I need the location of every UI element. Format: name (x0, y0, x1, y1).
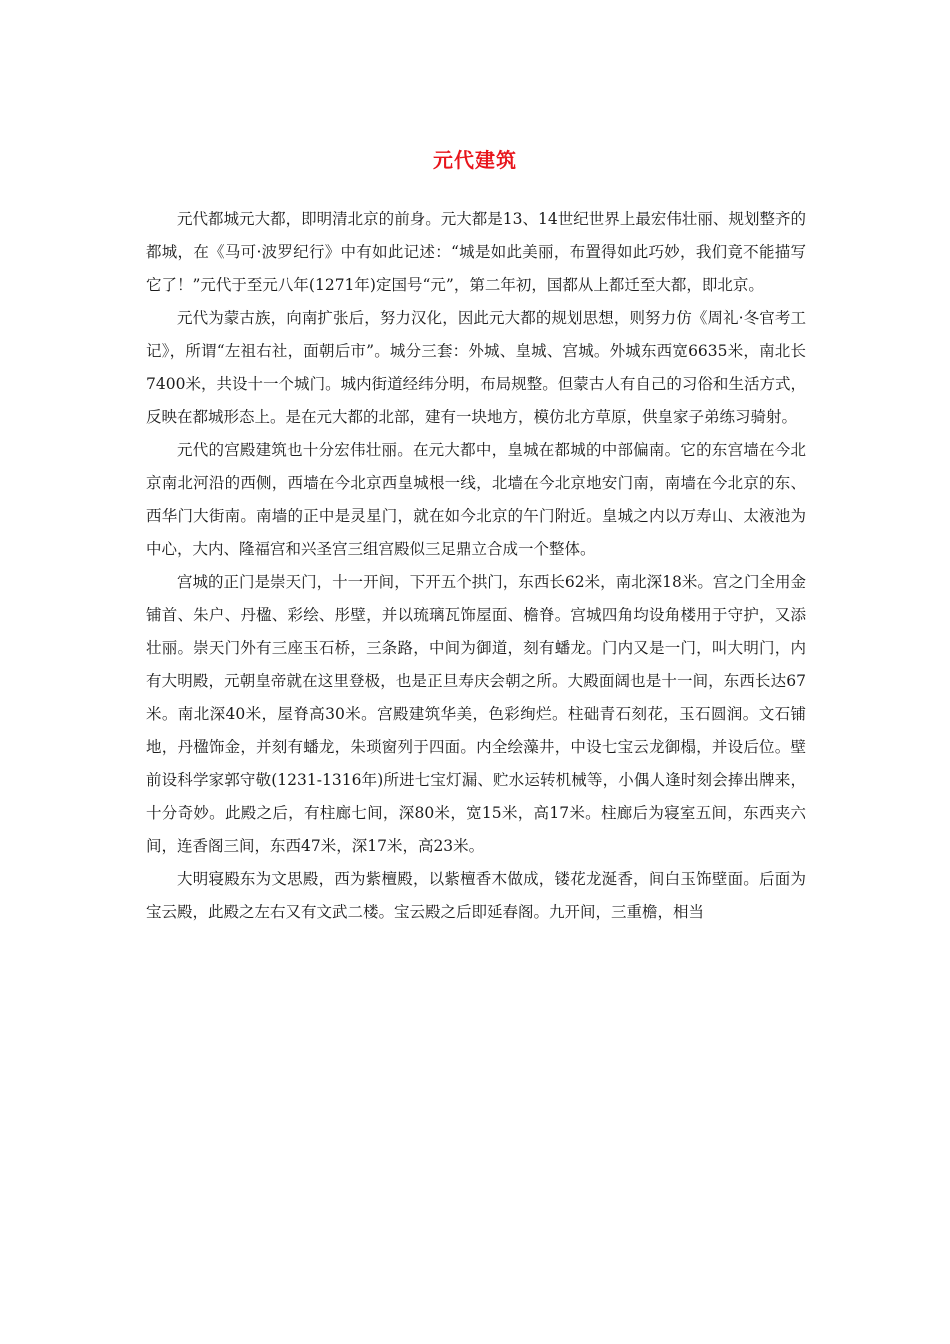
article-body (146, 203, 806, 929)
paragraph-3: 元代的宫殿建筑也十分宏伟壮丽。在元大都中，皇城在都城的中部偏南。它的东宫墙在今北京南北河沿的西侧，西墙在今北京西皇城根一线，北墙在今北京地安门南，南墙在今北京的东、西华门大街南。南墙的正中是灵星门，就在如今北京的午门附近。皇城之内以万寿山、太液池为中心，大内、隆福宫和兴圣宫三组宫殿似三足鼎立合成一个整体。 (146, 441, 806, 558)
paragraph-1: 元代都城元大都，即明清北京的前身。元大都是13、14世纪世界上最宏伟壮丽、规划整齐的都城，在《马可·波罗纪行》中有如此记述：“城是如此美丽，布置得如此巧妙，我们竟不能描写它了！”元代于至元八年(1271年)定国号“元”，第二年初，国都从上都迁至大都，即北京。 (146, 210, 806, 294)
paragraph-5: 大明寝殿东为文思殿，西为紫檀殿，以紫檀香木做成，镂花龙涎香，间白玉饰壁面。后面为宝云殿，此殿之左右又有文武二楼。宝云殿之后即延春阁。九开间，三重檐，相当 (146, 870, 806, 921)
paragraph-2: 元代为蒙古族，向南扩张后，努力汉化，因此元大都的规划思想，则努力仿《周礼·冬官考工记》，所谓“左祖右社，面朝后市”。城分三套：外城、皇城、宫城。外城东西宽6635米，南北长7400米，共设十一个城门。城内街道经纬分明，布局规整。但蒙古人有自己的习俗和生活方式，反映在都城形态上。是在元大都的北部，建有一块地方，模仿北方草原，供皇家子弟练习骑射。 (146, 309, 806, 426)
paragraph-4: 宫城的正门是崇天门，十一开间，下开五个拱门，东西长62米，南北深18米。宫之门全用金铺首、朱户、丹楹、彩绘、彤壁，并以琉璃瓦饰屋面、檐脊。宫城四角均设角楼用于守护，又添壮丽。崇天门外有三座玉石桥，三条路，中间为御道，刻有蟠龙。门内又是一门，叫大明门，内有大明殿，元朝皇帝就在这里登极，也是正旦寿庆会朝之所。大殿面阔也是十一间，东西长达67米。南北深40米，屋脊高30米。宫殿建筑华美，色彩绚烂。柱础青石刻花，玉石圆润。文石铺地，丹楹饰金，并刻有蟠龙，朱琐窗列于四面。内全绘藻井，中设七宝云龙御榻，并设后位。壁前设科学家郭守敬(1231-1316年)所进七宝灯漏、贮水运转机械等，小偶人逢时刻会捧出牌来，十分奇妙。此殿之后，有柱廊七间，深80米，宽15米，高17米。柱廊后为寝室五间，东西夹六间，连香阁三间，东西47米，深17米，高23米。 (146, 573, 806, 855)
page-title: 元代建筑 (433, 148, 517, 172)
